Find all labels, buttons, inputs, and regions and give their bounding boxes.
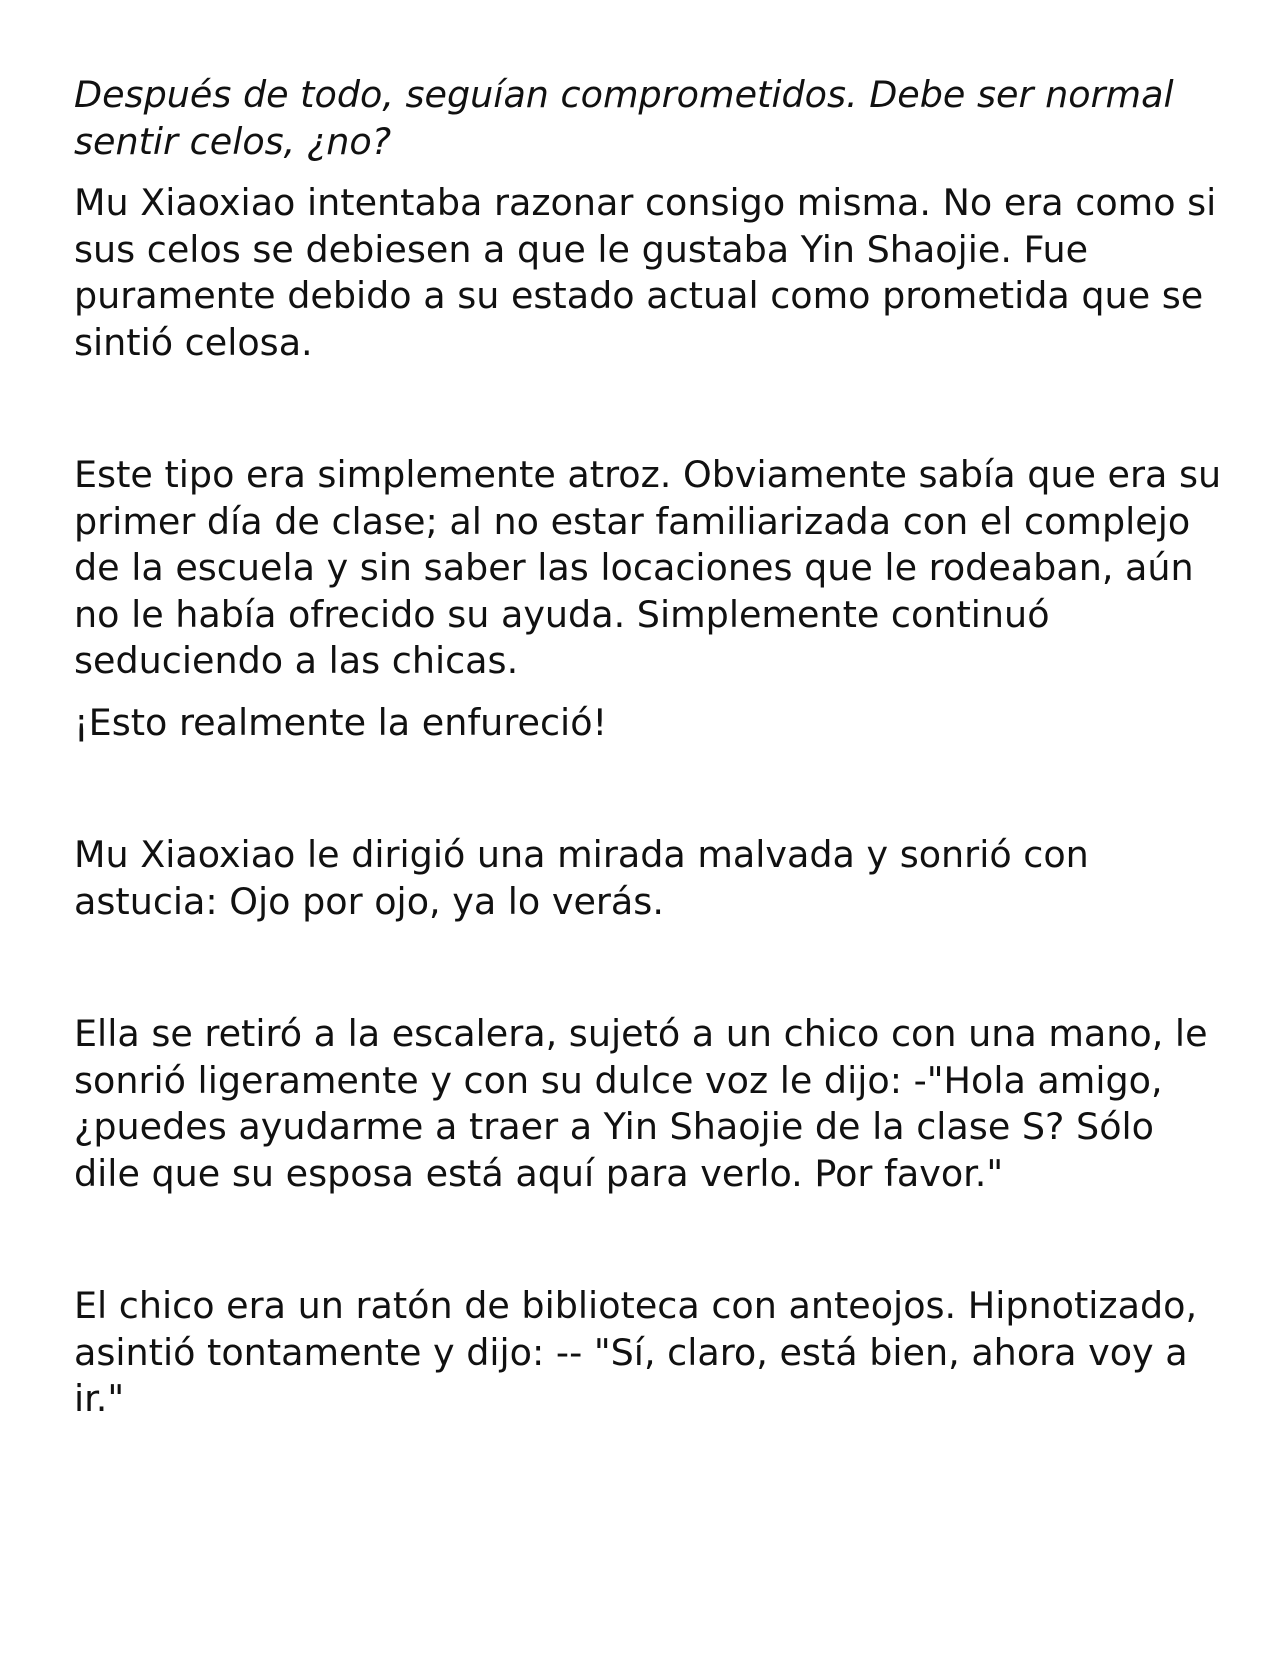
- paragraph: Este tipo era simplemente atroz. Obviamente sabía que era su primer día de clase; al no estar familiarizada con el complejo de la escuela y sin saber las locaciones que le rodeaban, aún no le había ofrecido su ayuda. Simplemente continuó seduciendo a las chicas.: [74, 453, 1222, 682]
- paragraph: Ella se retiró a la escalera, sujetó a un chico con una mano, le sonrió ligeramente y con su dulce voz le dijo: -"Hola amigo, ¿puedes ayudarme a traer a Yin Shaojie de la clase S? Sólo dile que su esposa está aquí para verlo. Por favor.": [74, 1012, 1208, 1195]
- document-page: [74, 72, 1224, 1423]
- paragraph: El chico era un ratón de biblioteca con anteojos. Hipnotizado, asintió tontamente y dijo: -- "Sí, claro, está bien, ahora voy a ir.": [74, 1284, 1198, 1420]
- paragraph: Mu Xiaoxiao intentaba razonar consigo misma. No era como si sus celos se debiesen a que le gustaba Yin Shaojie. Fue puramente debido a su estado actual como prometida que se sintió celosa.: [74, 181, 1217, 364]
- paragraph: Mu Xiaoxiao le dirigió una mirada malvada y sonrió con astucia: Ojo por ojo, ya lo verás.: [74, 833, 1089, 923]
- paragraph-italic-thought: Después de todo, seguían comprometidos. Debe ser normal sentir celos, ¿no?: [74, 73, 1174, 163]
- paragraph: ¡Esto realmente la enfureció!: [74, 700, 608, 744]
